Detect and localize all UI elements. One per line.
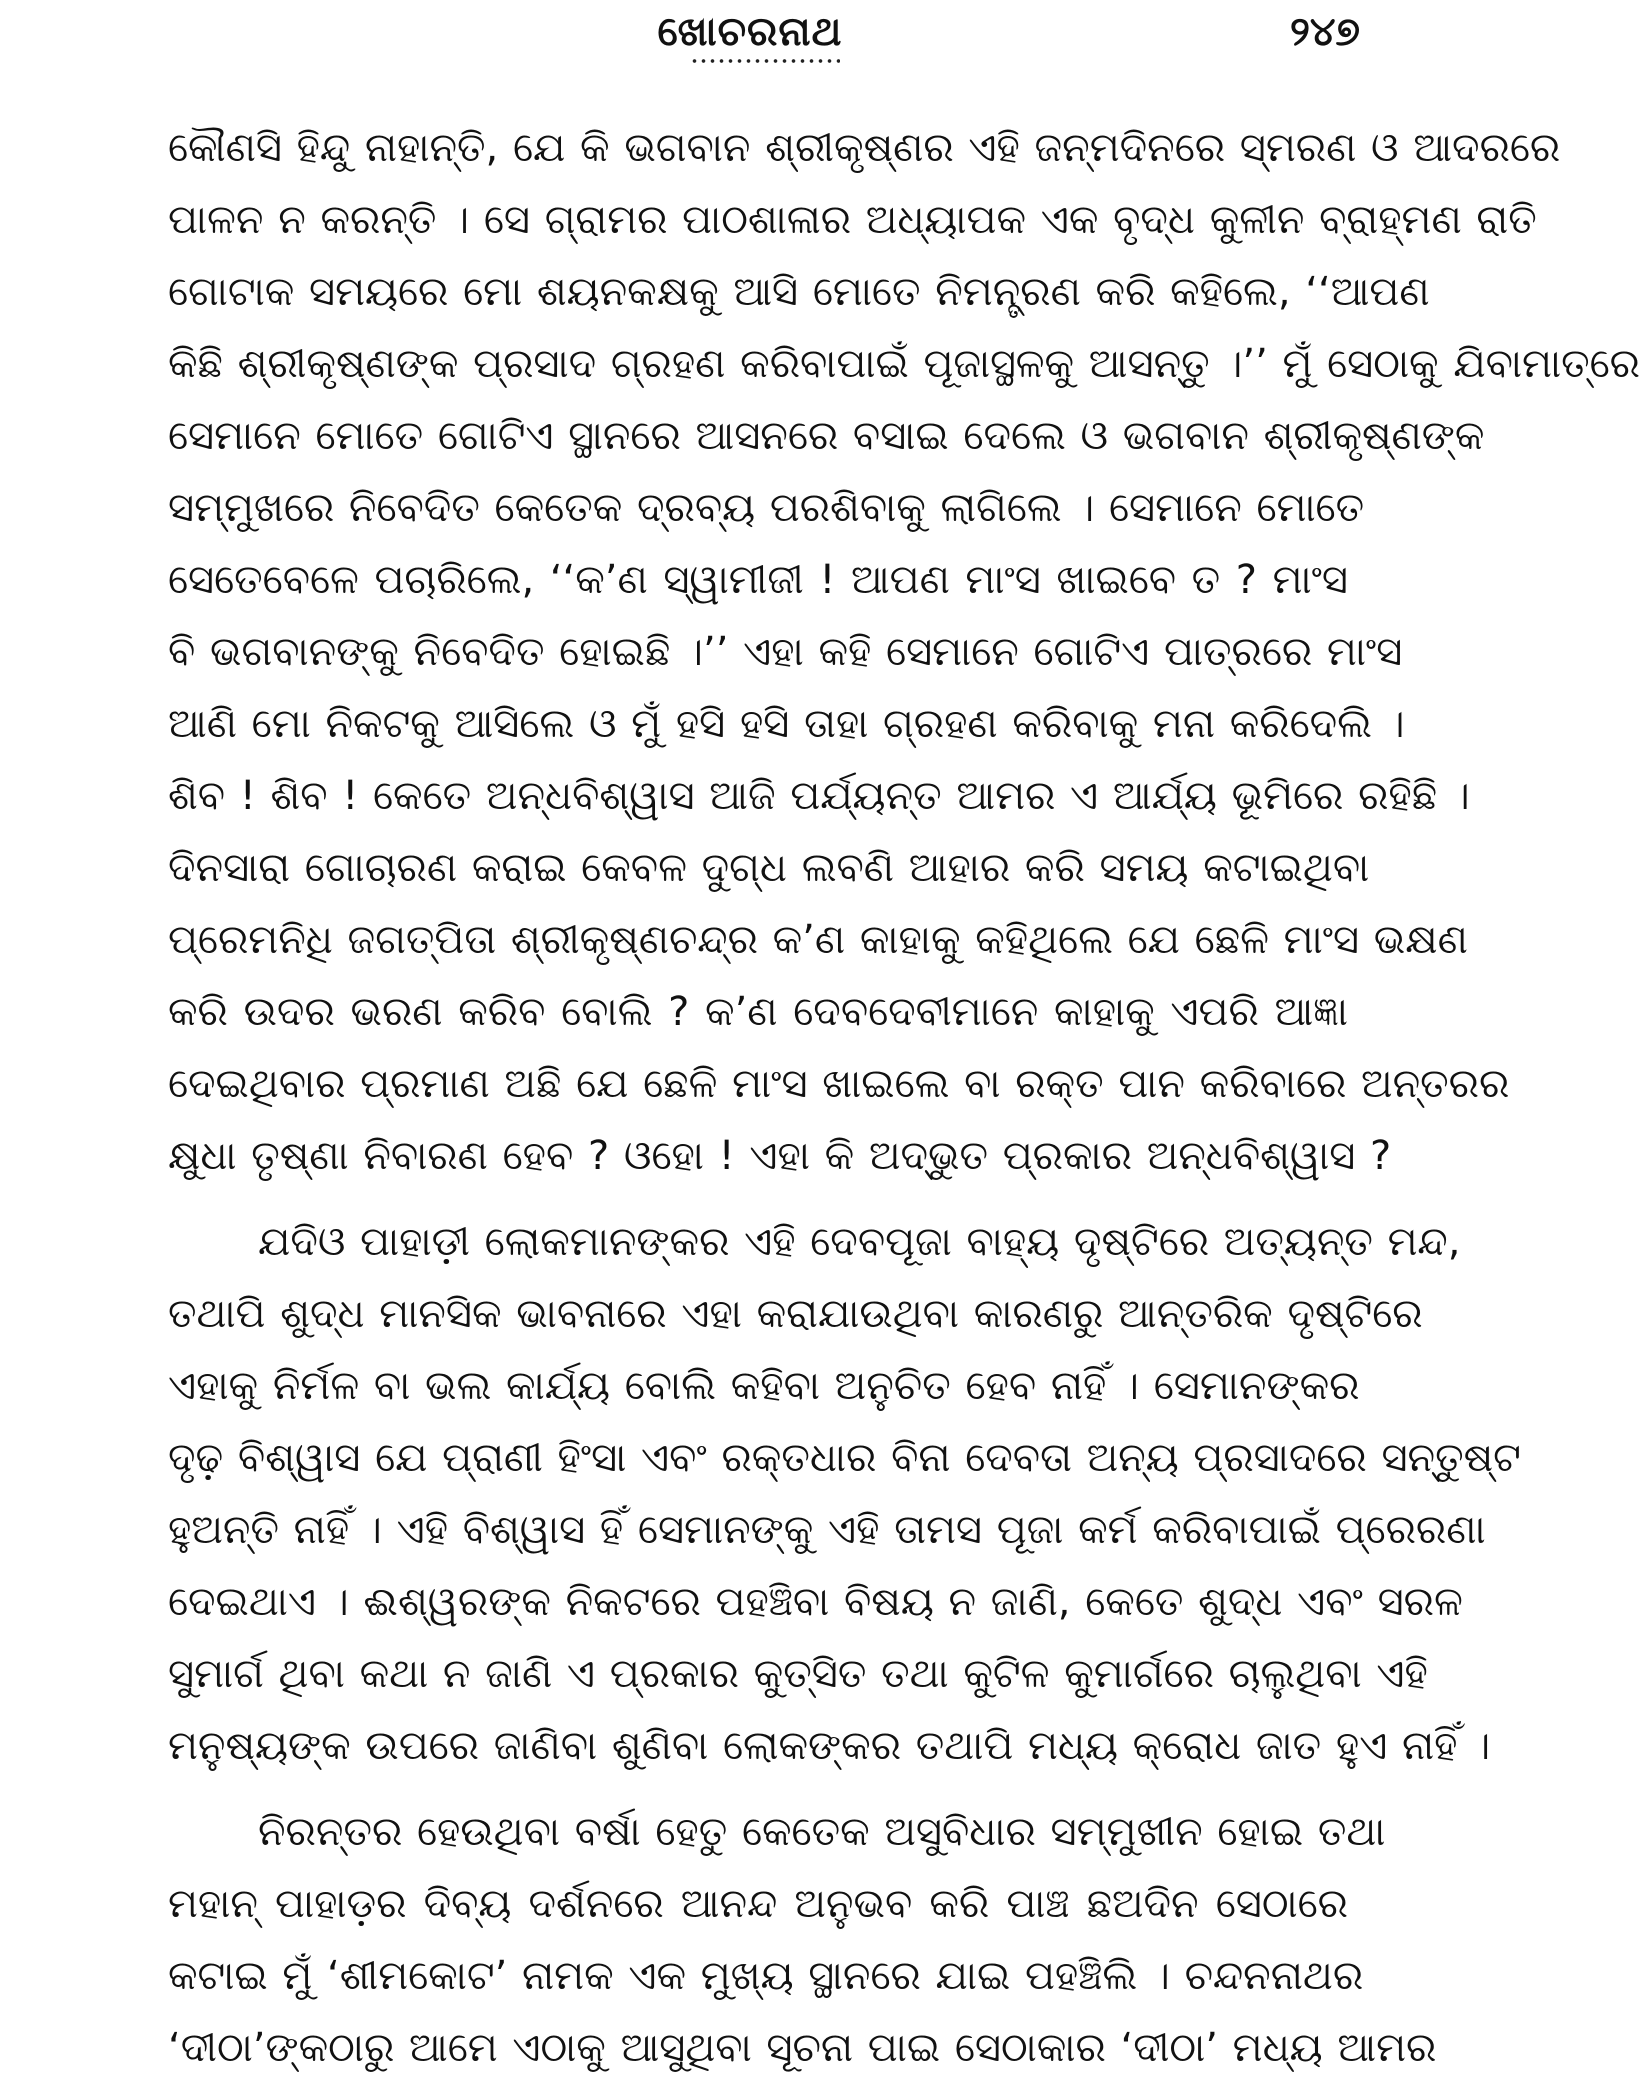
paragraph-gap xyxy=(168,1782,1348,1796)
running-head xyxy=(0,8,1500,68)
text-line: ଗୋଟାକ ସମୟରେ ମୋ ଶୟନକକ୍ଷକୁ ଆସି ମୋତେ ନିମନ୍ତ୍ରଣ କରି କହିଲେ, ‘‘ଆପଣ xyxy=(168,269,1430,315)
text-line: ହୁଅନ୍ତି ନାହିଁ । ଏହି ବିଶ୍ୱାସ ହିଁ ସେମାନଙ୍କୁ ଏହି ତାମସ ପୂଜା କର୍ମ କରିବାପାଇଁ ପ୍ରେରଣା xyxy=(168,1507,1486,1553)
running-title: ଖୋଚରନାଥ xyxy=(657,9,843,55)
text-line: ତଥାପି ଶୁଦ୍ଧ ମାନସିକ ଭାବନାରେ ଏହା କରାଯାଉଥିବା କାରଣରୁ ଆନ୍ତରିକ ଦୃଷ୍ଟିରେ xyxy=(168,1291,1423,1337)
title-ornament xyxy=(690,56,840,66)
text-line: ସେମାନେ ମୋତେ ଗୋଟିଏ ସ୍ଥାନରେ ଆସନରେ ବସାଇ ଦେଲେ ଓ ଭଗବାନ ଶ୍ରୀକୃଷ୍ଣଙ୍କ xyxy=(168,413,1485,459)
text-line: ଦିନସାରା ଗୋଚାରଣ କରାଇ କେବଳ ଦୁଗ୍ଧ ଲବଣି ଆହାର କରି ସମୟ କଟାଇଥିବା xyxy=(168,845,1370,891)
text-line: ବି ଭଗବାନଙ୍କୁ ନିବେଦିତ ହୋଇଛି ।’’ ଏହା କହି ସେମାନେ ଗୋଟିଏ ପାତ୍ରରେ ମାଂସ xyxy=(168,629,1403,675)
text-line: କିଛି ଶ୍ରୀକୃଷ୍ଣଙ୍କ ପ୍ରସାଦ ଗ୍ରହଣ କରିବାପାଇଁ ପୂଜାସ୍ଥଳକୁ ଆସନ୍ତୁ ।’’ ମୁଁ ସେଠାକୁ ଯିବାମାତ୍ରେ xyxy=(168,341,1640,387)
text-line: ମହାନ୍ ପାହାଡ଼ର ଦିବ୍ୟ ଦର୍ଶନରେ ଆନନ୍ଦ ଅନୁଭବ କରି ପାଞ୍ଚ ଛଅଦିନ ସେଠାରେ xyxy=(168,1881,1348,1927)
paragraph-3 xyxy=(168,1796,1437,2084)
text-line: ସୁମାର୍ଗ ଥିବା କଥା ନ ଜାଣି ଏ ପ୍ରକାର କୁତ୍ସିତ ତଥା କୁଟିଳ କୁମାର୍ଗରେ ଚାଲୁଥିବା ଏହି xyxy=(168,1651,1428,1697)
text-line: କଟାଇ ମୁଁ ‘ଶୀମକୋଟ’ ନାମକ ଏକ ମୁଖ୍ୟ ସ୍ଥାନରେ ଯାଇ ପହଞ୍ଚିଲି । ଚନ୍ଦନନାଥର xyxy=(168,1953,1364,1999)
text-line: ଏହାକୁ ନିର୍ମଳ ବା ଭଲ କାର୍ଯ୍ୟ ବୋଲି କହିବା ଅନୁଚିତ ହେବ ନାହିଁ । ସେମାନଙ୍କର xyxy=(168,1363,1360,1409)
page-number: ୨୪୭ xyxy=(1289,9,1360,55)
text-line: ମନୁଷ୍ୟଙ୍କ ଉପରେ ଜାଣିବା ଶୁଣିବା ଲୋକଙ୍କର ତଥାପି ମଧ୍ୟ କ୍ରୋଧ ଜାତ ହୁଏ ନାହିଁ । xyxy=(168,1723,1491,1769)
text-line: ପାଳନ ନ କରନ୍ତି । ସେ ଗ୍ରାମର ପାଠଶାଳାର ଅଧ୍ୟାପକ ଏକ ବୃଦ୍ଧ କୁଳୀନ ବ୍ରାହ୍ମଣ ରାତି xyxy=(168,197,1537,243)
text-line: ଯଦିଓ ପାହାଡ଼ୀ ଲୋକମାନଙ୍କର ଏହି ଦେବପୂଜା ବାହ୍ୟ ଦୃଷ୍ଟିରେ ଅତ୍ୟନ୍ତ ମନ୍ଦ, xyxy=(258,1219,1461,1265)
paragraph-2 xyxy=(168,1206,1521,1782)
text-line: ଶିବ ! ଶିବ ! କେତେ ଅନ୍ଧବିଶ୍ୱାସ ଆଜି ପର୍ଯ୍ୟନ୍ତ ଆମର ଏ ଆର୍ଯ୍ୟ ଭୂମିରେ ରହିଛି । xyxy=(168,773,1470,819)
paragraph-gap xyxy=(168,1192,1348,1206)
body-text xyxy=(168,112,1640,2084)
text-line: ସମ୍ମୁଖରେ ନିବେଦିତ କେତେକ ଦ୍ରବ୍ୟ ପରଶିବାକୁ ଲାଗିଲେ । ସେମାନେ ମୋତେ xyxy=(168,485,1365,531)
text-line: ଦୃଢ଼ ବିଶ୍ୱାସ ଯେ ପ୍ରାଣୀ ହିଂସା ଏବଂ ରକ୍ତଧାର ବିନା ଦେବତା ଅନ୍ୟ ପ୍ରସାଦରେ ସନ୍ତୁଷ୍ଟ xyxy=(168,1435,1521,1481)
text-line: ନିରନ୍ତର ହେଉଥିବା ବର୍ଷା ହେତୁ କେତେକ ଅସୁବିଧାର ସମ୍ମୁଖୀନ ହୋଇ ତଥା xyxy=(258,1809,1386,1855)
paragraph-1 xyxy=(168,112,1640,1192)
text-line: କ୍ଷୁଧା ତୃଷ୍ଣା ନିବାରଣ ହେବ ? ଓହୋ ! ଏହା କି ଅଦ୍ଭୁତ ପ୍ରକାର ଅନ୍ଧବିଶ୍ୱାସ ? xyxy=(168,1133,1392,1179)
text-line: ‘ଦୀଠା’ଙ୍କଠାରୁ ଆମେ ଏଠାକୁ ଆସୁଥିବା ସୂଚନା ପାଇ ସେଠାକାର ‘ଦୀଠା’ ମଧ୍ୟ ଆମର xyxy=(168,2025,1437,2071)
text-line: କୌଣସି ହିନ୍ଦୁ ନାହାନ୍ତି, ଯେ କି ଭଗବାନ ଶ୍ରୀକୃଷ୍ଣର ଏହି ଜନ୍ମଦିନରେ ସ୍ମରଣ ଓ ଆଦରରେ xyxy=(168,125,1561,171)
text-line: ପ୍ରେମନିଧି ଜଗତ୍‌ପିତା ଶ୍ରୀକୃଷ୍ଣଚନ୍ଦ୍ର କ’ଣ କାହାକୁ କହିଥିଲେ ଯେ ଛେଳି ମାଂସ ଭକ୍ଷଣ xyxy=(168,917,1468,963)
text-line: କରି ଉଦର ଭରଣ କରିବ ବୋଲି ? କ’ଣ ଦେବଦେବୀମାନେ କାହାକୁ ଏପରି ଆଜ୍ଞା xyxy=(168,989,1348,1035)
text-line: ଦେଇଥାଏ । ଈଶ୍ୱରଙ୍କ ନିକଟରେ ପହଞ୍ଚିବା ବିଷୟ ନ ଜାଣି, କେତେ ଶୁଦ୍ଧ ଏବଂ ସରଳ xyxy=(168,1579,1463,1625)
text-line: ଦେଇଥିବାର ପ୍ରମାଣ ଅଛି ଯେ ଛେଳି ମାଂସ ଖାଇଲେ ବା ରକ୍ତ ପାନ କରିବାରେ ଅନ୍ତରର xyxy=(168,1061,1510,1107)
text-line: ଆଣି ମୋ ନିକଟକୁ ଆସିଲେ ଓ ମୁଁ ହସି ହସି ତାହା ଗ୍ରହଣ କରିବାକୁ ମନା କରିଦେଲି । xyxy=(168,701,1405,747)
text-line: ସେତେବେଳେ ପଚାରିଲେ, ‘‘କ’ଣ ସ୍ୱାମୀଜୀ ! ଆପଣ ମାଂସ ଖାଇବେ ତ ? ମାଂସ xyxy=(168,557,1348,603)
